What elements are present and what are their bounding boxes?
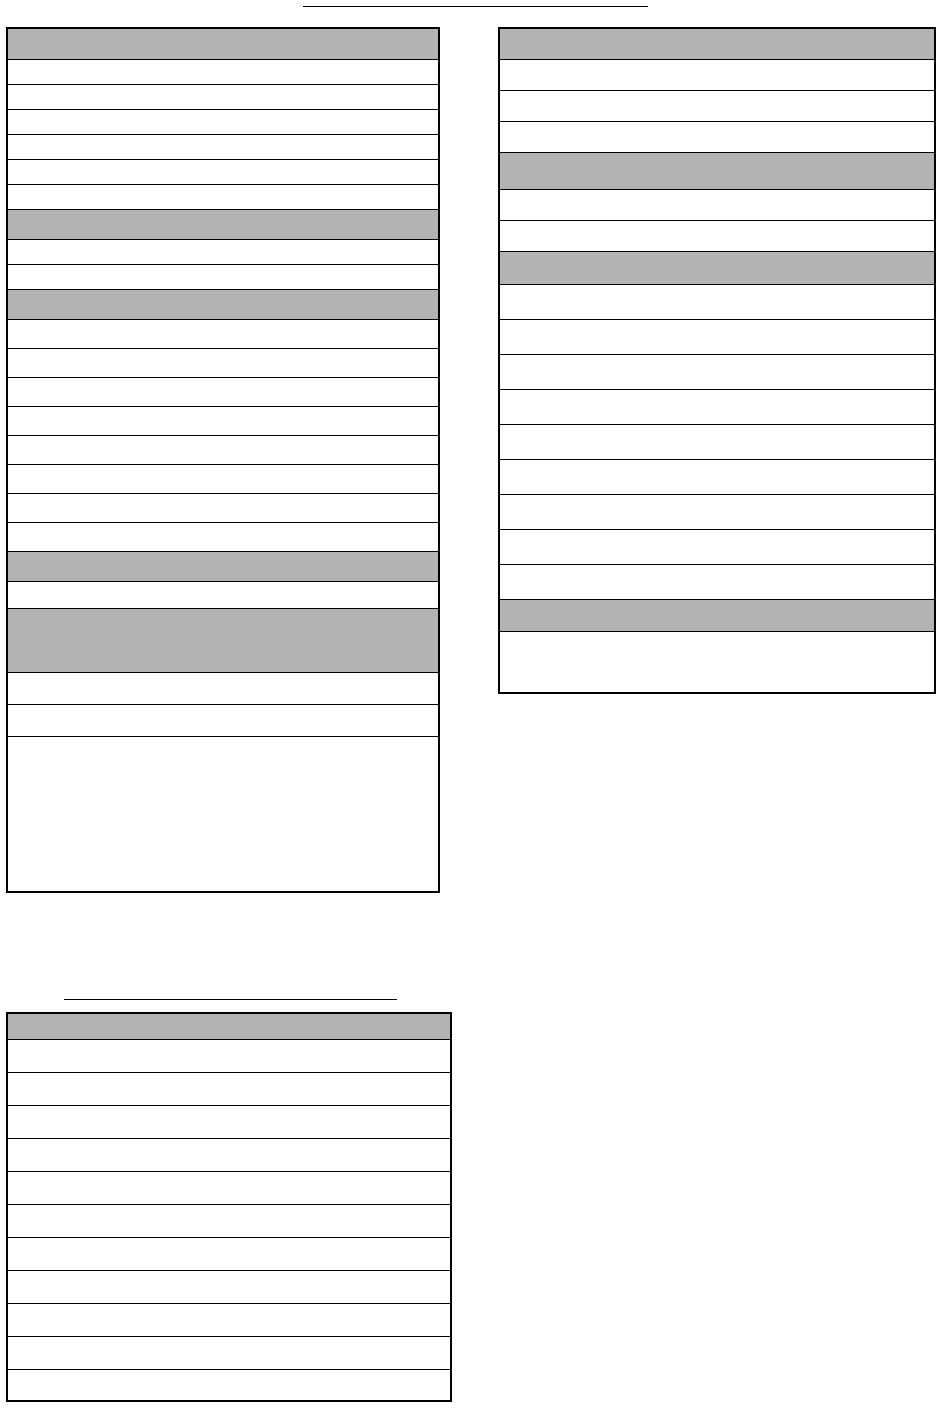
table-row xyxy=(500,354,934,389)
table-cell xyxy=(8,1336,450,1369)
bottom-table xyxy=(6,1012,452,1402)
table-row xyxy=(8,1303,450,1336)
table-cell xyxy=(8,704,438,736)
table-cell xyxy=(500,29,934,59)
table-row xyxy=(8,1105,450,1138)
table-row xyxy=(500,599,934,631)
right-top-table-grid xyxy=(500,29,934,663)
table-cell xyxy=(8,134,438,159)
table-row xyxy=(8,29,438,59)
table-row xyxy=(8,1171,450,1204)
table-cell xyxy=(8,1138,450,1171)
table-cell xyxy=(8,289,438,319)
table-cell xyxy=(8,264,438,289)
table-cell xyxy=(500,564,934,599)
table-cell xyxy=(8,159,438,184)
table-cell xyxy=(500,284,934,319)
table-cell xyxy=(8,319,438,348)
table-row xyxy=(500,59,934,90)
table-cell xyxy=(8,84,438,109)
bottom-table-body xyxy=(8,1014,450,1397)
table-cell xyxy=(8,522,438,551)
table-row xyxy=(500,220,934,251)
table-row xyxy=(500,564,934,599)
table-row xyxy=(500,631,934,663)
table-cell xyxy=(500,529,934,564)
table-row xyxy=(8,581,438,608)
table-cell xyxy=(8,348,438,377)
table-cell xyxy=(8,1204,450,1237)
table-row xyxy=(8,672,438,704)
table-cell xyxy=(8,59,438,84)
table-cell xyxy=(8,672,438,704)
table-row xyxy=(8,1072,450,1105)
table-cell xyxy=(500,152,934,189)
right-top-table-body xyxy=(500,29,934,663)
table-cell xyxy=(500,220,934,251)
table-row xyxy=(8,522,438,551)
table-cell xyxy=(500,90,934,121)
table-cell xyxy=(8,239,438,264)
table-cell xyxy=(8,435,438,464)
table-row xyxy=(500,284,934,319)
table-row xyxy=(500,424,934,459)
table-cell xyxy=(500,189,934,220)
table-row xyxy=(8,608,438,672)
table-cell xyxy=(500,494,934,529)
left-top-table-body xyxy=(8,29,438,768)
table-row xyxy=(8,464,438,493)
table-row xyxy=(500,389,934,424)
table-cell xyxy=(8,1039,450,1072)
table-cell xyxy=(8,1014,450,1039)
bottom-table-grid xyxy=(8,1014,450,1397)
table-row xyxy=(8,1237,450,1270)
table-cell xyxy=(8,1105,450,1138)
table-cell xyxy=(500,389,934,424)
left-top-table xyxy=(6,27,440,893)
table-cell xyxy=(8,1237,450,1270)
table-row xyxy=(8,435,438,464)
table-row xyxy=(8,1336,450,1369)
table-row xyxy=(500,29,934,59)
table-cell xyxy=(500,251,934,284)
table-row xyxy=(8,264,438,289)
table-row xyxy=(8,1138,450,1171)
top-heading-rule xyxy=(303,6,648,7)
table-row xyxy=(500,319,934,354)
table-cell xyxy=(8,1369,450,1397)
table-cell xyxy=(8,406,438,435)
table-cell xyxy=(500,631,934,663)
table-cell xyxy=(500,459,934,494)
table-cell xyxy=(8,109,438,134)
table-cell xyxy=(8,464,438,493)
table-row xyxy=(500,189,934,220)
table-cell xyxy=(8,1303,450,1336)
table-row xyxy=(8,1270,450,1303)
table-row xyxy=(500,251,934,284)
table-row xyxy=(8,493,438,522)
table-row xyxy=(500,529,934,564)
table-row xyxy=(500,121,934,152)
table-cell xyxy=(8,29,438,59)
table-row xyxy=(8,704,438,736)
table-cell xyxy=(8,1072,450,1105)
table-row xyxy=(8,84,438,109)
table-cell xyxy=(500,121,934,152)
table-cell xyxy=(8,608,438,672)
table-row xyxy=(500,494,934,529)
table-row xyxy=(8,159,438,184)
table-row xyxy=(500,90,934,121)
table-row xyxy=(8,1204,450,1237)
right-top-table xyxy=(498,27,936,694)
table-cell xyxy=(8,581,438,608)
table-row xyxy=(8,377,438,406)
table-row xyxy=(8,406,438,435)
table-cell xyxy=(8,184,438,209)
table-row xyxy=(500,459,934,494)
table-row xyxy=(8,736,438,768)
table-cell xyxy=(8,1270,450,1303)
table-row xyxy=(8,1039,450,1072)
table-row xyxy=(8,319,438,348)
table-row xyxy=(500,152,934,189)
table-cell xyxy=(500,354,934,389)
table-cell xyxy=(500,319,934,354)
table-row xyxy=(8,109,438,134)
table-row xyxy=(8,551,438,581)
table-cell xyxy=(8,377,438,406)
left-top-table-grid xyxy=(8,29,438,768)
table-row xyxy=(8,184,438,209)
bottom-heading-rule xyxy=(64,999,397,1000)
table-cell xyxy=(8,551,438,581)
table-cell xyxy=(500,424,934,459)
table-row xyxy=(8,289,438,319)
table-cell xyxy=(8,493,438,522)
table-cell xyxy=(500,59,934,90)
table-cell xyxy=(500,599,934,631)
table-cell xyxy=(8,1171,450,1204)
table-cell xyxy=(8,209,438,239)
table-row xyxy=(8,1369,450,1397)
table-row xyxy=(8,239,438,264)
table-row xyxy=(8,134,438,159)
table-row xyxy=(8,209,438,239)
table-row xyxy=(8,59,438,84)
table-row xyxy=(8,1014,450,1039)
table-row xyxy=(8,348,438,377)
table-cell xyxy=(8,736,438,768)
